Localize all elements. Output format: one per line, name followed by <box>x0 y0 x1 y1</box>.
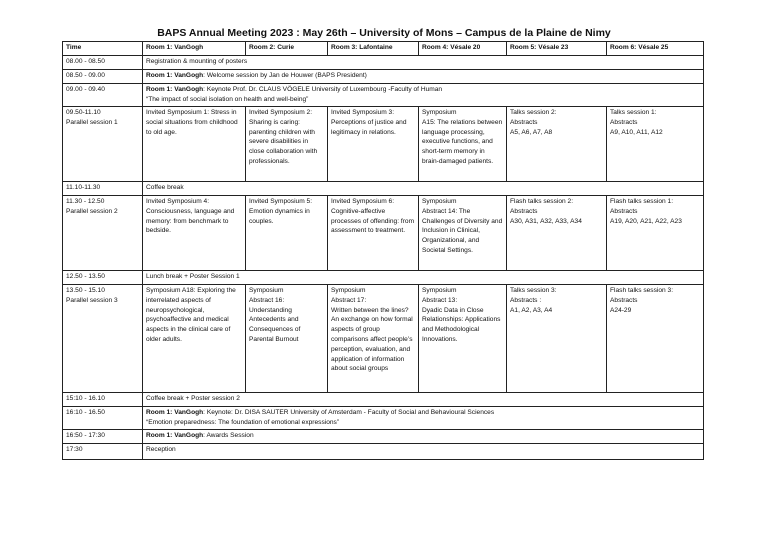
session-cell: Invited Symposium 2: Sharing is caring: parenting children with severe disabilities in close collaboration with professionals. <box>246 107 328 182</box>
room-label: Room 1: VanGogh <box>146 86 204 93</box>
table-row <box>63 182 704 196</box>
event-cell <box>143 70 704 84</box>
room-label: Room 1: VanGogh <box>146 432 204 439</box>
session-cell: Talks session 3: Abstracts : A1, A2, A3, A4 <box>507 285 607 393</box>
time-cell: 08.50 - 09.00 <box>63 70 143 84</box>
schedule-table <box>62 41 704 460</box>
session-cell: Invited Symposium 6: Cognitive-affective processes of offending: from assessment to treatment. <box>328 196 419 271</box>
keynote-title: “The impact of social isolation on health and well-being” <box>146 95 309 103</box>
session-cell: Symposium Abstract 14: The Challenges of Diversity and Inclusion in Clinical, Organizational, and Societal Settings. <box>419 196 507 271</box>
session-cell: Invited Symposium 1: Stress in social situations from childhood to old age. <box>143 107 246 182</box>
time-cell: 16:10 - 16.50 <box>63 407 143 430</box>
session-cell: Invited Symposium 3: Perceptions of justice and legitimacy in relations. <box>328 107 419 182</box>
time-cell: 16:50 - 17:30 <box>63 430 143 444</box>
event-cell: Lunch break + Poster Session 1 <box>143 271 704 285</box>
time-cell: 11.10-11.30 <box>63 182 143 196</box>
session-cell: Symposium A15: The relations between language processing, executive functions, and short-term memory in brain-damaged patients. <box>419 107 507 182</box>
time-cell: 11.30 - 12.50 Parallel session 2 <box>63 196 143 271</box>
session-cell: Symposium Abstract 16: Understanding Antecedents and Consequences of Parental Burnout <box>246 285 328 393</box>
session-cell: Flash talks session 3: Abstracts A24-29 <box>607 285 704 393</box>
table-row <box>63 393 704 407</box>
session-cell: Talks session 2: Abstracts A5, A6, A7, A8 <box>507 107 607 182</box>
session-cell: Flash talks session 2: Abstracts A30, A31, A32, A33, A34 <box>507 196 607 271</box>
col-header-room3: Room 3: Lafontaine <box>328 42 419 56</box>
page-title: BAPS Annual Meeting 2023 : May 26th – University of Mons – Campus de la Plaine de Nimy <box>157 27 611 39</box>
event-text: : Awards Session <box>203 432 254 439</box>
table-row <box>63 407 704 430</box>
table-row <box>63 430 704 444</box>
session-cell: Symposium Abstract 17: Written between the lines? An exchange on how formal aspects of group comparisons affect people’s perception, evaluation, and application of information about social groups <box>328 285 419 393</box>
time-cell: 09.00 - 09.40 <box>63 84 143 107</box>
session-cell: Flash talks session 1: Abstracts A19, A20, A21, A22, A23 <box>607 196 704 271</box>
session-cell: Invited Symposium 4: Consciousness, language and memory: from benchmark to bedside. <box>143 196 246 271</box>
table-row <box>63 271 704 285</box>
room-label: Room 1: VanGogh <box>146 409 204 416</box>
event-cell: Reception <box>143 444 704 460</box>
time-cell: 08.00 - 08.50 <box>63 56 143 70</box>
event-cell: Registration & mounting of posters <box>143 56 704 70</box>
col-header-room6: Room 6: Vésale 25 <box>607 42 704 56</box>
event-text: : Welcome session by Jan de Houwer (BAPS President) <box>203 72 367 79</box>
table-row <box>63 107 704 182</box>
time-cell: 15:10 - 16.10 <box>63 393 143 407</box>
col-header-room5: Room 5: Vésale 23 <box>507 42 607 56</box>
event-cell <box>143 407 704 430</box>
col-header-room2: Room 2: Curie <box>246 42 328 56</box>
session-cell: Invited Symposium 5: Emotion dynamics in couples. <box>246 196 328 271</box>
header-row <box>63 42 704 56</box>
keynote-title: “Emotion preparedness: The foundation of emotional expressions” <box>146 418 340 426</box>
col-header-room4: Room 4: Vésale 20 <box>419 42 507 56</box>
session-cell: Symposium A18: Exploring the interrelated aspects of neuropsychological, psychoaffective and medical aspects in the clinical care of older adults. <box>143 285 246 393</box>
col-header-room1: Room 1: VanGogh <box>143 42 246 56</box>
session-cell: Talks session 1: Abstracts A9, A10, A11, A12 <box>607 107 704 182</box>
table-row <box>63 56 704 70</box>
col-header-time: Time <box>63 42 143 56</box>
event-cell <box>143 430 704 444</box>
table-row <box>63 70 704 84</box>
event-text: : Keynote Prof. Dr. CLAUS VÖGELE University of Luxembourg -Faculty of Human <box>203 86 443 93</box>
event-cell: Coffee break + Poster session 2 <box>143 393 704 407</box>
time-cell: 12.50 - 13.50 <box>63 271 143 285</box>
session-cell: Symposium Abstract 13: Dyadic Data in Close Relationships: Applications and Methodological Innovations. <box>419 285 507 393</box>
table-row <box>63 444 704 460</box>
room-label: Room 1: VanGogh <box>146 72 204 79</box>
table-row <box>63 84 704 107</box>
event-text: : Keynote: Dr. DISA SAUTER University of Amsterdam - Faculty of Social and Behavioural Sciences <box>203 409 495 416</box>
table-row <box>63 285 704 393</box>
table-row <box>63 196 704 271</box>
time-cell: 09.50-11.10 Parallel session 1 <box>63 107 143 182</box>
time-cell: 17:30 <box>63 444 143 460</box>
event-cell: Coffee break <box>143 182 704 196</box>
time-cell: 13.50 - 15.10 Parallel session 3 <box>63 285 143 393</box>
event-cell <box>143 84 704 107</box>
